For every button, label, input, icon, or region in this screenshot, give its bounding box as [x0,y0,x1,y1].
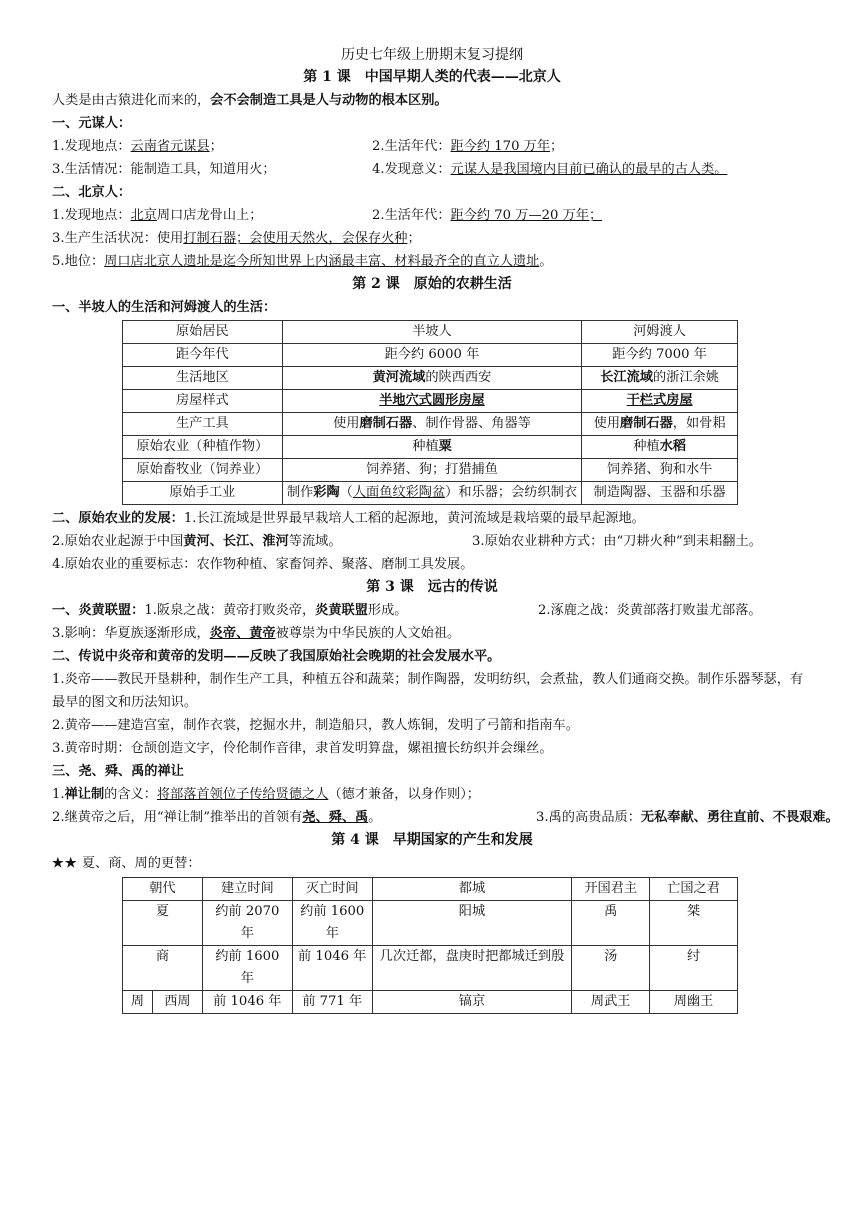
yuanmou-line-1: 1.发现地点：云南省元谋县； 2.生活年代：距今约 170 万年； [52,139,564,154]
table-row: 周 西周 前 1046 年 前 771 年 镐京 周武王 周幽王 [123,991,738,1014]
banpo-hemudu-table [122,320,738,505]
table-row: 夏 约前 2070 年 约前 1600 年 阳城 禹 桀 [123,901,738,946]
document-page [52,44,839,1014]
beijing-heading: 二、北京人： [52,185,132,200]
inventions-line-3: 3.黄帝时期：仓颉创造文字，伶伦制作音律，隶首发明算盘，嫘祖擅长纺织并会缫丝。 [52,741,553,756]
lesson-1-title: 第 1 课 中国早期人类的代表——北京人 [303,69,561,85]
banpo-hemudu-heading: 一、半坡人的生活和河姆渡人的生活： [52,300,277,315]
dynasty-table [122,877,738,1014]
shanrang-line-2: 2.继黄帝之后，用“禅让制”推举出的首领有尧、舜、禹。 3.禹的高贵品质：无私奉献、勇往直前、不畏艰难。 [52,810,839,825]
inventions-heading: 二、传说中炎帝和黄帝的发明——反映了我国原始社会晚期的社会发展水平。 [52,649,501,664]
agriculture-line-2: 2.原始农业起源于中国黄河、长江、淮河等流域。 3.原始农业耕种方式：由“刀耕火种”到耒耜翻土。 [52,534,762,549]
lesson-3-title: 第 3 课 远古的传说 [366,579,498,595]
shanrang-line-1: 1.禅让制的含义：将部落首领位子传给贤德之人（德才兼备，以身作则）； [52,787,480,802]
table-row: 原始农业（种植作物） 种植粟 种植水稻 [123,436,738,459]
star-icon: ★★ [52,856,78,871]
agriculture-line-4: 4.原始农业的重要标志：农作物种植、家畜饲养、聚落、磨制工具发展。 [52,557,474,572]
dynasty-heading: ★★ 夏、商、周的更替： [52,856,201,871]
yuanmou-heading: 一、元谋人： [52,116,132,131]
table-row: 生活地区 黄河流域的陕西西安 长江流域的浙江余姚 [123,367,738,390]
table-row: 原始居民 半坡人 河姆渡人 [123,321,738,344]
table-row: 生产工具 使用磨制石器、制作骨器、角器等 使用磨制石器，如骨耜 [123,413,738,436]
lesson-2-title: 第 2 课 原始的农耕生活 [352,276,512,292]
beijing-line-5: 5.地位：周口店北京人遗址是迄今所知世界上内涵最丰富、材料最齐全的直立人遗址。 [52,254,553,269]
yuanmou-line-2: 3.生活情况：能制造工具，知道用火； 4.发现意义：元谋人是我国境内目前已确认的最早的古人类。 [52,162,728,177]
table-row: 朝代 建立时间 灭亡时间 都城 开国君主 亡国之君 [123,878,738,901]
beijing-line-3: 3.生产生活状况：使用打制石器；会使用天然火，会保存火种； [52,231,421,246]
table-row: 原始手工业 制作彩陶（人面鱼纹彩陶盆）和乐器；会纺织制衣 制造陶器、玉器和乐器 [123,482,738,505]
yanhuang-line-3: 3.影响：华夏族逐渐形成，炎帝、黄帝被尊崇为中华民族的人文始祖。 [52,626,461,641]
lesson-4-title: 第 4 课 早期国家的产生和发展 [331,832,533,848]
table-row: 房屋样式 半地穴式圆形房屋 干栏式房屋 [123,390,738,413]
table-row: 原始畜牧业（饲养业） 饲养猪、狗；打猎捕鱼 饲养猪、狗和水牛 [123,459,738,482]
inventions-line-2: 2.黄帝——建造宫室，制作衣裳，挖掘水井，制造船只，教人炼铜，发明了弓箭和指南车。 [52,718,579,733]
lesson-1-intro: 人类是由古猿进化而来的，会不会制造工具是人与动物的根本区别。 [52,93,448,108]
document-title: 历史七年级上册期末复习提纲 [341,47,523,63]
agriculture-line-1: 二、原始农业的发展：1.长江流域是世界最早栽培人工稻的起源地，黄河流域是栽培粟的最早起源地。 [52,511,645,526]
table-row: 距今年代 距今约 6000 年 距今约 7000 年 [123,344,738,367]
table-row: 商 约前 1600 年 前 1046 年 几次迁都，盘庚时把都城迁到殷 汤 纣 [123,946,738,991]
yanhuang-line-1: 一、炎黄联盟：1.阪泉之战：黄帝打败炎帝，炎黄联盟形成。 2.涿鹿之战：炎黄部落打败蚩尤部落。 [52,603,762,618]
shanrang-heading: 三、尧、舜、禹的禅让 [52,764,184,779]
inventions-line-1: 1.炎帝——教民开垦耕种，制作生产工具，种植五谷和蔬菜；制作陶器，发明纺织，会煮盐，教人们通商交换。制作乐器琴瑟，有最早的图文和历法知识。 [52,672,804,710]
beijing-line-1: 1.发现地点：北京周口店龙骨山上； 2.生活年代：距今约 70 万—20 万年； [52,208,603,223]
